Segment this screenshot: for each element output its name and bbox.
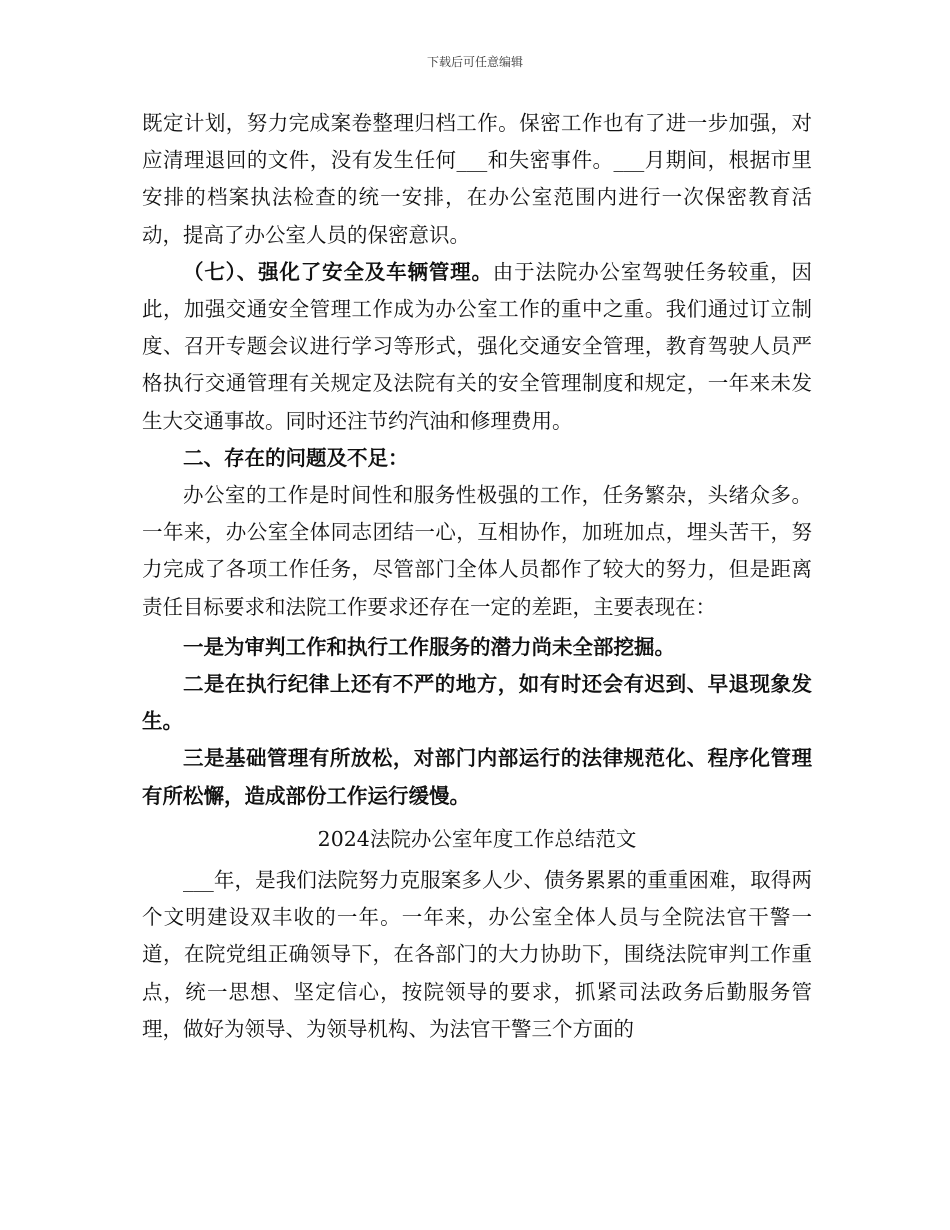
paragraph-safety-vehicle <box>142 254 812 440</box>
problem-item-1: 一是为审判工作和执行工作服务的潜力尚未全部挖掘。 <box>183 634 675 659</box>
problem-item-3: 三是基础管理有所放松，对部门内部运行的法律规范化、程序化管理有所松懈，造成部份工作运行缓慢。 <box>142 746 812 808</box>
paragraph-problems-intro: 办公室的工作是时间性和服务性极强的工作，任务繁杂，头绪众多。一年来，办公室全体同志团结一心，互相协作，加班加点，埋头苦干，努力完成了各项工作任务，尽管部门全体人员都作了较大的努力，但是距离责任目标要求和法院工作要求还存在一定的差距，主要表现在： <box>142 483 812 619</box>
problem-item-2: 二是在执行纪律上还有不严的地方，如有时还会有迟到、早退现象发生。 <box>142 672 812 734</box>
paragraph-annual-summary: ___年，是我们法院努力克服案多人少、债务累累的重重困难，取得两个文明建设双丰收的一年。一年来，办公室全体人员与全院法官干警一道，在院党组正确领导下，在各部门的大力协助下，围绕法院审判工作重点，统一思想、坚定信心，按院领导的要求，抓紧司法政务后勤服务管理，做好为领导、为领导机构、为法官干警三个方面的 <box>142 868 812 1041</box>
document-body <box>142 105 812 1048</box>
paragraph-safety-vehicle-text: 由于法院办公室驾驶任务较重，因此，加强交通安全管理工作成为办公室工作的重中之重。我们通过订立制度、召开专题会议进行学习等形式，强化交通安全管理，教育驾驶人员严格执行交通管理有关规定及法院有关的安全管理制度和规定，一年来未发生大交通事故。同时还注节约汽油和修理费用。 <box>142 259 813 433</box>
header-note: 下载后可任意编辑 <box>426 55 523 69</box>
document-title: 2024法院办公室年度工作总结范文 <box>317 826 637 851</box>
section-heading-seven: （七）、强化了安全及车辆管理。 <box>183 259 493 284</box>
paragraph-archive-confidentiality: 既定计划，努力完成案卷整理归档工作。保密工作也有了进一步加强，对应清理退回的文件，没有发生任何___和失密事件。___月期间，根据市里安排的档案执法检查的统一安排，在办公室范围内进行一次保密教育活动，提高了办公室人员的保密意识。 <box>142 111 812 247</box>
section-heading-problems: 二、存在的问题及不足： <box>183 445 409 470</box>
